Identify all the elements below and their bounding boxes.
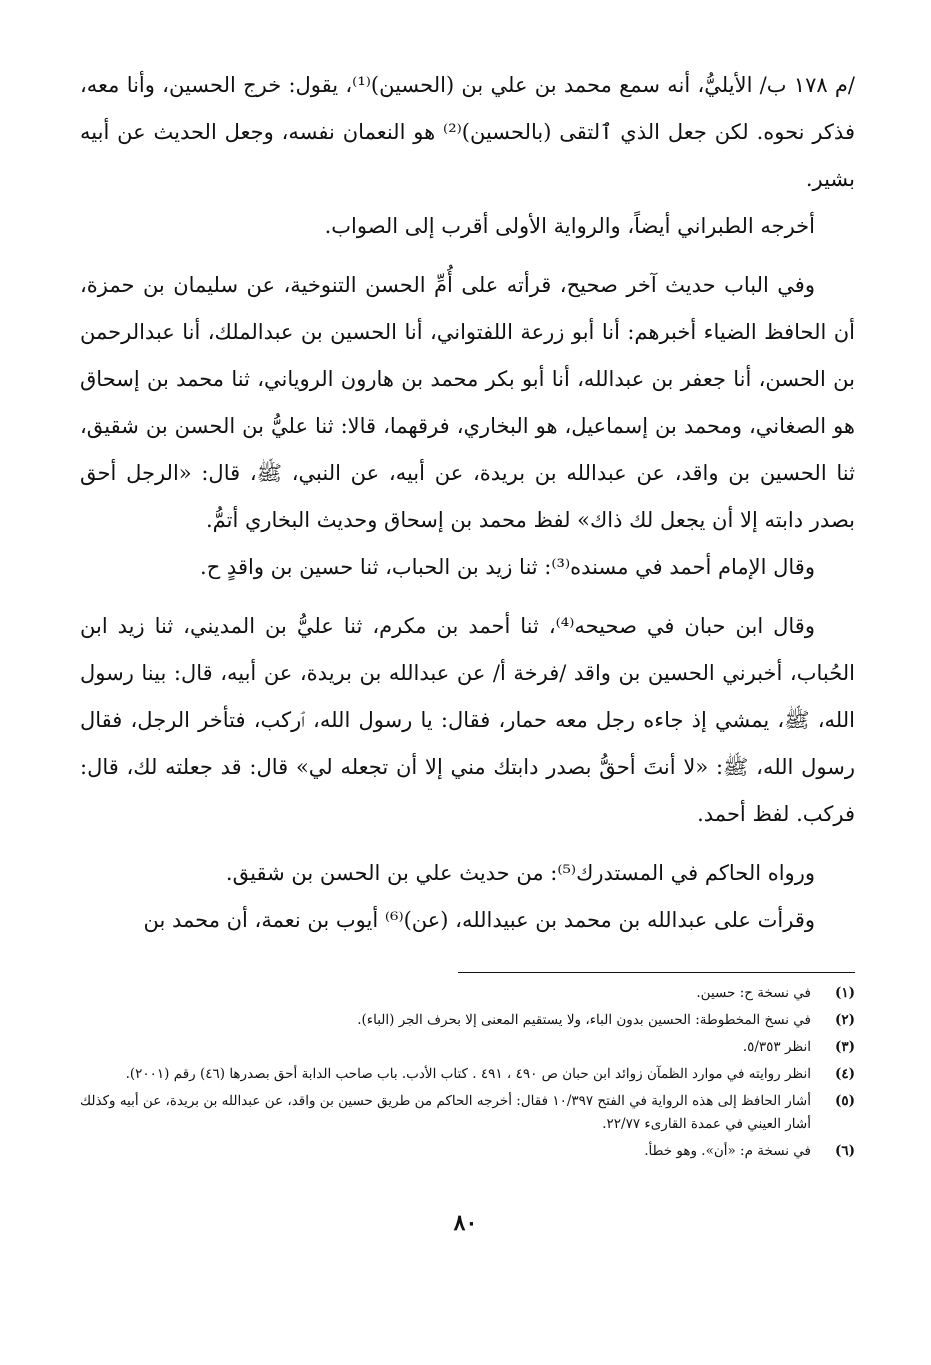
paragraph-1: /م ١٧٨ ب/ الأيليُّ، أنه سمع محمد بن علي بن (الحسين)⁽¹⁾، يقول: خرج الحسين، وأنا معه، فذكر نحوه. لكن جعل الذي ٱلتقى (بالحسين)⁽²⁾ هو النعمان نفسه، وجعل الحديث عن أبيه بشير. — [80, 73, 855, 191]
footnote-text: أشار الحافظ إلى هذه الرواية في الفتح ١٠/٣٩٧ فقال: أخرجه الحاكم من طريق حسين بن واقد، عن عبدالله بن بريدة، عن أبيه وكذلك أشار العيني في عمدة القارىء ٢٢/٧٧. — [80, 1093, 811, 1132]
footnote — [80, 1090, 855, 1136]
footnote-number: (١) — [834, 985, 855, 1001]
footnote-number: (٢) — [834, 1012, 855, 1028]
footnote-number: (٤) — [834, 1066, 855, 1082]
footnote-number: (٣) — [834, 1039, 855, 1055]
paragraph-7: وقرأت على عبدالله بن محمد بن عبيدالله، (عن)⁽⁶⁾ أيوب بن نعمة، أن محمد بن — [143, 908, 815, 932]
paragraph-6: ورواه الحاكم في المستدرك⁽⁵⁾: من حديث علي بن الحسن بن شقيق. — [225, 861, 815, 885]
footnote-text: انظر ٥/٣٥٣. — [742, 1039, 811, 1055]
main-text — [80, 62, 855, 944]
footnote-text: في نسخة ح: حسين. — [696, 985, 811, 1001]
paragraph-4: وقال الإمام أحمد في مسنده⁽³⁾: ثنا زيد بن الحباب، ثنا حسين بن واقدٍ ح. — [200, 555, 815, 579]
footnote — [80, 1009, 855, 1032]
footnote — [80, 982, 855, 1005]
footnote-number: (٦) — [834, 1143, 855, 1159]
paragraph-5: وقال ابن حبان في صحيحه⁽⁴⁾، ثنا أحمد بن مكرم، ثنا عليُّ بن المديني، ثنا زيد ابن الحُباب، أخبرني الحسين بن واقد /فرخة أ/ عن عبدالله بن بريدة، عن أبيه، قال: بينا رسول الله، ﷺ، يمشي إذ جاءه رجل معه حمار، فقال: يا رسول الله، ٱركب، فتأخر الرجل، فقال رسول الله، ﷺ: «لا أنتَ أحقُّ بصدر دابتك مني إلا أن تجعله لي» قال: قد جعلته لك، قال: فركب. لفظ أحمد. — [80, 614, 855, 826]
footnote — [80, 1036, 855, 1059]
page-number: ٨٠ — [453, 1210, 478, 1236]
footnote-separator — [458, 972, 855, 973]
footnote — [80, 1140, 855, 1163]
footnote-number: (٥) — [834, 1093, 855, 1109]
paragraph-3: وفي الباب حديث آخر صحيح، قرأته على أُمِّ الحسن التنوخية، عن سليمان بن حمزة، أن الحافظ الضياء أخبرهم: أنا أبو زرعة اللفتواني، أنا الحسين بن عبدالملك، أنا عبدالرحمن بن الحسن، أنا جعفر بن عبدالله، أنا أبو بكر محمد بن هارون الروياني، ثنا محمد بن إسحاق هو الصغاني، ومحمد بن إسماعيل، هو البخاري، فرقهما، قالا: ثنا عليُّ بن الحسن بن شقيق، ثنا الحسين بن واقد، عن عبدالله بن بريدة، عن أبيه، عن النبي، ﷺ، قال: «الرجل أحق بصدر دابته إلا أن يجعل لك ذاك» لفظ محمد بن إسحاق وحديث البخاري أتمُّ. — [80, 273, 855, 532]
footnote-text: في نسخ المخطوطة: الحسين بدون الباء، ولا يستقيم المعنى إلا بحرف الجر (الباء). — [357, 1012, 811, 1028]
footnote-text: انظر روايته في موارد الظمآن زوائد ابن حبان ص ٤٩٠ ، ٤٩١ . كتاب الأدب. باب صاحب الدابة أحق بصدرها (٤٦) رقم (٢٠٠١). — [125, 1066, 811, 1082]
paragraph-2: أخرجه الطبراني أيضاً، والرواية الأولى أقرب إلى الصواب. — [324, 214, 815, 238]
footnote — [80, 1063, 855, 1086]
footnotes — [80, 982, 855, 1167]
footnote-text: في نسخة م: «أن». وهو خطأ. — [644, 1143, 811, 1159]
